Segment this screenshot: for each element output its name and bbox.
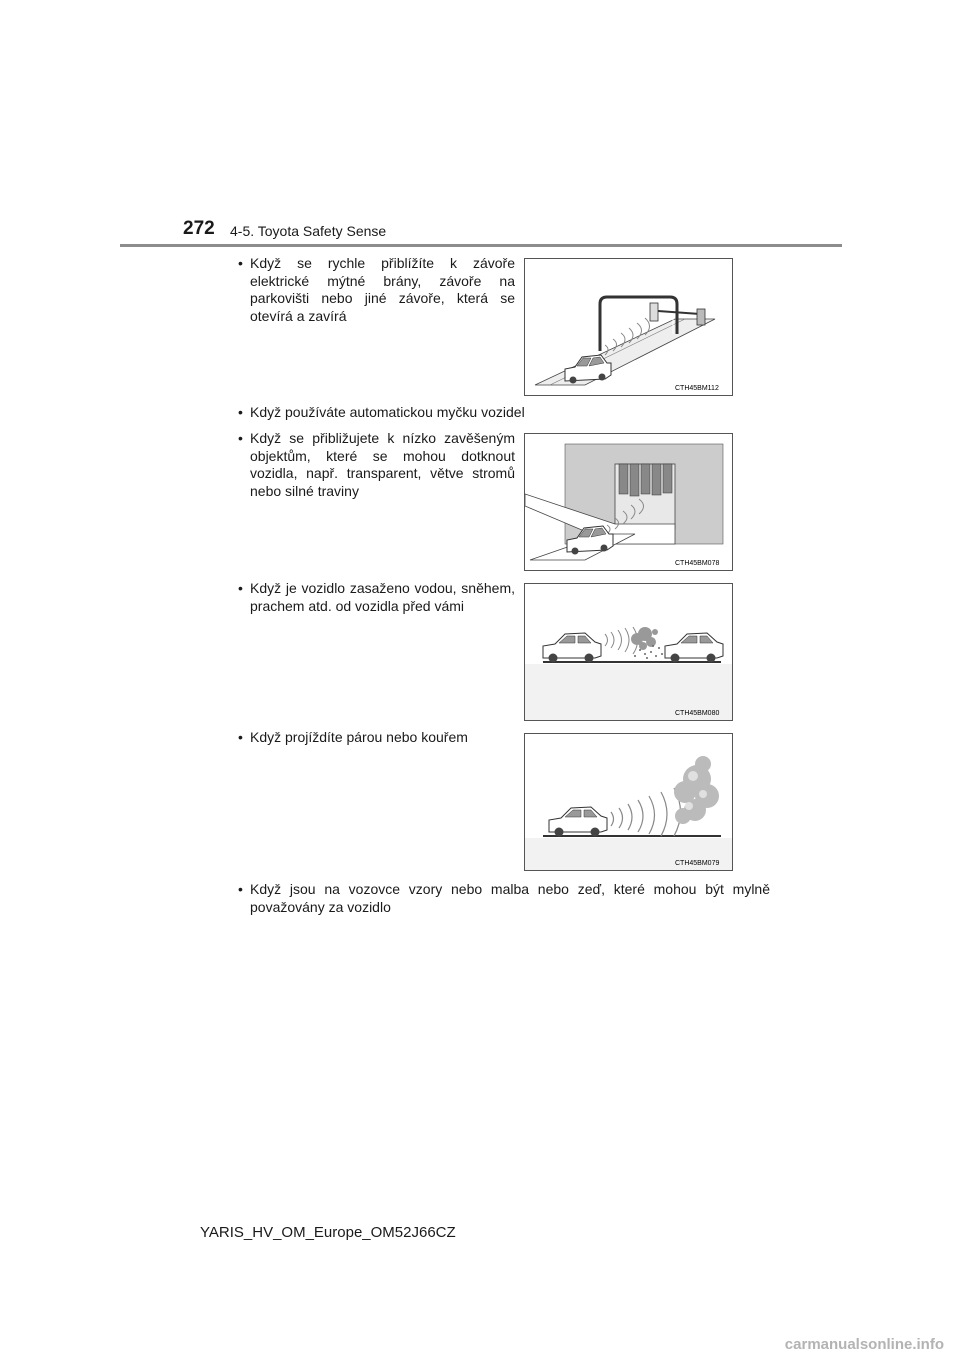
car-wash-illustration [525, 434, 732, 570]
header-rule [120, 244, 842, 247]
figure-code: CTH45BM079 [675, 860, 720, 867]
section-title: 4-5. Toyota Safety Sense [230, 223, 387, 239]
figure-barrier-gate [524, 258, 733, 396]
bullet-item-car-wash: • Když používáte automatickou myčku vozidel [238, 404, 770, 422]
bullet-item-barrier: • Když se rychle přiblížíte k závoře elektrické mýtné brány, závoře na parkovišti nebo jiné závoře, která se otevírá a zavírá [238, 255, 515, 325]
spray-illustration [525, 584, 732, 720]
barrier-gate-illustration [525, 259, 732, 395]
watermark: carmanualsonline.info [784, 1336, 944, 1353]
figure-code: CTH45BM112 [675, 385, 719, 392]
bullet-item-road-patterns: • Když jsou na vozovce vzory nebo malba nebo zeď, které mohou být mylně považovány za vozidlo [238, 881, 770, 916]
bullet-item-low-objects: • Když se přibližujete k nízko zavěšeným objektům, které se mohou dotknout vozidla, např. transparent, větve stromů nebo silné traviny [238, 430, 515, 500]
car-icon [565, 355, 611, 384]
figure-low-hanging-objects [524, 433, 733, 571]
bullet-item-water-snow: • Když je vozidlo zasaženo vodou, sněhem, prachem atd. od vozidla před vámi [238, 580, 515, 615]
document-code: YARIS_HV_OM_Europe_OM52J66CZ [200, 1224, 456, 1241]
figure-code: CTH45BM078 [675, 560, 720, 567]
bullet-item-steam-smoke: • Když projíždíte párou nebo kouřem [238, 729, 515, 747]
page-number: 272 [183, 218, 215, 239]
smoke-illustration [525, 734, 732, 870]
figure-steam-smoke [524, 733, 733, 871]
figure-code: CTH45BM080 [675, 710, 720, 717]
figure-spray-vehicle-ahead [524, 583, 733, 721]
